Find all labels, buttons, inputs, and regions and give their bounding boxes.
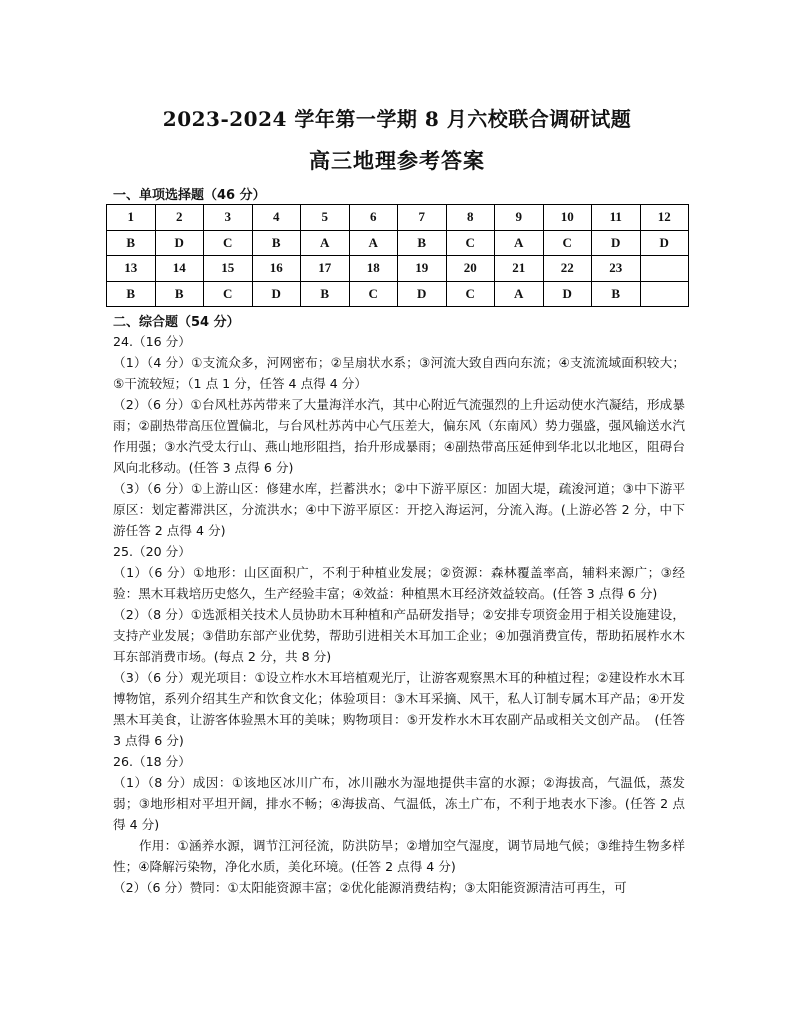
table-cell: 3 <box>204 205 253 231</box>
table-cell: 19 <box>398 256 447 282</box>
table-cell: C <box>446 281 495 307</box>
table-cell: 14 <box>155 256 204 282</box>
table-cell: A <box>495 230 544 256</box>
table-cell: 6 <box>349 205 398 231</box>
question-25-part1: （1）（6 分）①地形：山区面积广，不利于种植业发展；②资源：森林覆盖率高，辅料来源广；③经验：黑木耳栽培历史悠久，生产经验丰富；④效益：种植黑木耳经济效益较高。(任答 3 点得 6 分) <box>113 565 685 601</box>
page-title: 2023-2024 学年第一学期 8 月六校联合调研试题 <box>162 107 632 131</box>
question-25-part2: （2）（8 分）①选派相关技术人员协助木耳种植和产品研发指导；②安排专项资金用于相关设施建设，支持产业发展；③借助东部产业优势，帮助引进相关木耳加工企业；④加强消费宣传，帮助拓展柞水木耳东部消费市场。(每点 2 分，共 8 分) <box>113 607 685 664</box>
table-cell: B <box>155 281 204 307</box>
question-26-part1: （1）（8 分）成因：①该地区冰川广布，冰川融水为湿地提供丰富的水源；②海拔高，气温低，蒸发弱；③地形相对平坦开阔，排水不畅；④海拔高、气温低，冻土广布，不利于地表水下渗。(任答 2 点得 4 分) <box>113 775 685 832</box>
table-cell: 2 <box>155 205 204 231</box>
table-cell: D <box>252 281 301 307</box>
table-cell: B <box>301 281 350 307</box>
table-cell <box>640 256 689 282</box>
table-cell: 11 <box>592 205 641 231</box>
answer-body <box>113 331 685 898</box>
table-row <box>107 256 689 282</box>
table-cell: 9 <box>495 205 544 231</box>
table-cell: 18 <box>349 256 398 282</box>
table-row <box>107 230 689 256</box>
section2-heading: 二、综合题（54 分） <box>113 315 240 330</box>
question-25-label: 25.（20 分） <box>113 544 191 559</box>
table-cell: C <box>446 230 495 256</box>
table-cell: 10 <box>543 205 592 231</box>
table-cell: 16 <box>252 256 301 282</box>
table-cell: B <box>252 230 301 256</box>
table-cell: 13 <box>107 256 156 282</box>
question-26-part1-effects: 作用：①涵养水源，调节江河径流，防洪防旱；②增加空气湿度，调节局地气候；③维持生物多样性；④降解污染物，净化水质，美化环境。(任答 2 点得 4 分) <box>113 838 685 874</box>
table-cell: C <box>349 281 398 307</box>
table-cell: 4 <box>252 205 301 231</box>
table-cell: D <box>592 230 641 256</box>
table-cell: D <box>398 281 447 307</box>
table-cell: D <box>640 230 689 256</box>
table-cell: B <box>592 281 641 307</box>
table-cell: C <box>204 281 253 307</box>
table-cell: 7 <box>398 205 447 231</box>
table-cell: 23 <box>592 256 641 282</box>
table-cell <box>640 281 689 307</box>
table-cell: A <box>301 230 350 256</box>
question-25-part3: （3）（6 分）观光项目：①设立柞水木耳培植观光厅，让游客观察黑木耳的种植过程；②建设柞水木耳博物馆，系列介绍其生产和饮食文化；体验项目：③木耳采摘、风干，私人订制专属木耳产品；④开发黑木耳美食，让游客体验黑木耳的美味；购物项目：⑤开发柞水木耳农副产品或相关文创产品。 (任答 3 点得 6 分) <box>113 670 685 748</box>
answer-table <box>106 204 689 307</box>
table-cell: 1 <box>107 205 156 231</box>
question-24-label: 24.（16 分） <box>113 334 191 349</box>
section1-heading: 一、单项选择题（46 分） <box>113 188 266 203</box>
table-cell: C <box>543 230 592 256</box>
table-row <box>107 281 689 307</box>
table-cell: C <box>204 230 253 256</box>
table-cell: D <box>543 281 592 307</box>
table-cell: B <box>107 281 156 307</box>
table-cell: 15 <box>204 256 253 282</box>
question-26-label: 26.（18 分） <box>113 754 191 769</box>
table-cell: D <box>155 230 204 256</box>
table-cell: 17 <box>301 256 350 282</box>
table-row <box>107 205 689 231</box>
table-cell: 20 <box>446 256 495 282</box>
table-cell: 12 <box>640 205 689 231</box>
question-24-part3: （3）（6 分）①上游山区：修建水库，拦蓄洪水；②中下游平原区：加固大堤，疏浚河道；③中下游平原区：划定蓄滞洪区，分流洪水；④中下游平原区：开挖入海运河，分流入海。(上游必答 2 分，中下游任答 2 点得 4 分) <box>113 481 685 538</box>
table-cell: 22 <box>543 256 592 282</box>
question-24-part2: （2）（6 分）①台风杜苏芮带来了大量海洋水汽，其中心附近气流强烈的上升运动使水汽凝结，形成暴雨；②副热带高压位置偏北，与台风杜苏芮中心气压差大，偏东风（东南风）势力强盛，强风输送水汽作用强；③水汽受太行山、燕山地形阻挡，抬升形成暴雨；④副热带高压延伸到华北以北地区，阻碍台风向北移动。(任答 3 点得 6 分) <box>113 397 685 475</box>
table-cell: 5 <box>301 205 350 231</box>
table-cell: B <box>107 230 156 256</box>
table-cell: 21 <box>495 256 544 282</box>
table-cell: B <box>398 230 447 256</box>
table-cell: A <box>495 281 544 307</box>
question-26-part2: （2）（6 分）赞同：①太阳能资源丰富；②优化能源消费结构；③太阳能资源清洁可再生，可 <box>113 880 627 895</box>
question-24-part1: （1）（4 分）①支流众多，河网密布；②呈扇状水系；③河流大致自西向东流；④支流流域面积较大；⑤干流较短；（1 点 1 分，任答 4 点得 4 分） <box>113 355 685 391</box>
table-cell: 8 <box>446 205 495 231</box>
page-subtitle: 高三地理参考答案 <box>309 148 485 173</box>
table-cell: A <box>349 230 398 256</box>
